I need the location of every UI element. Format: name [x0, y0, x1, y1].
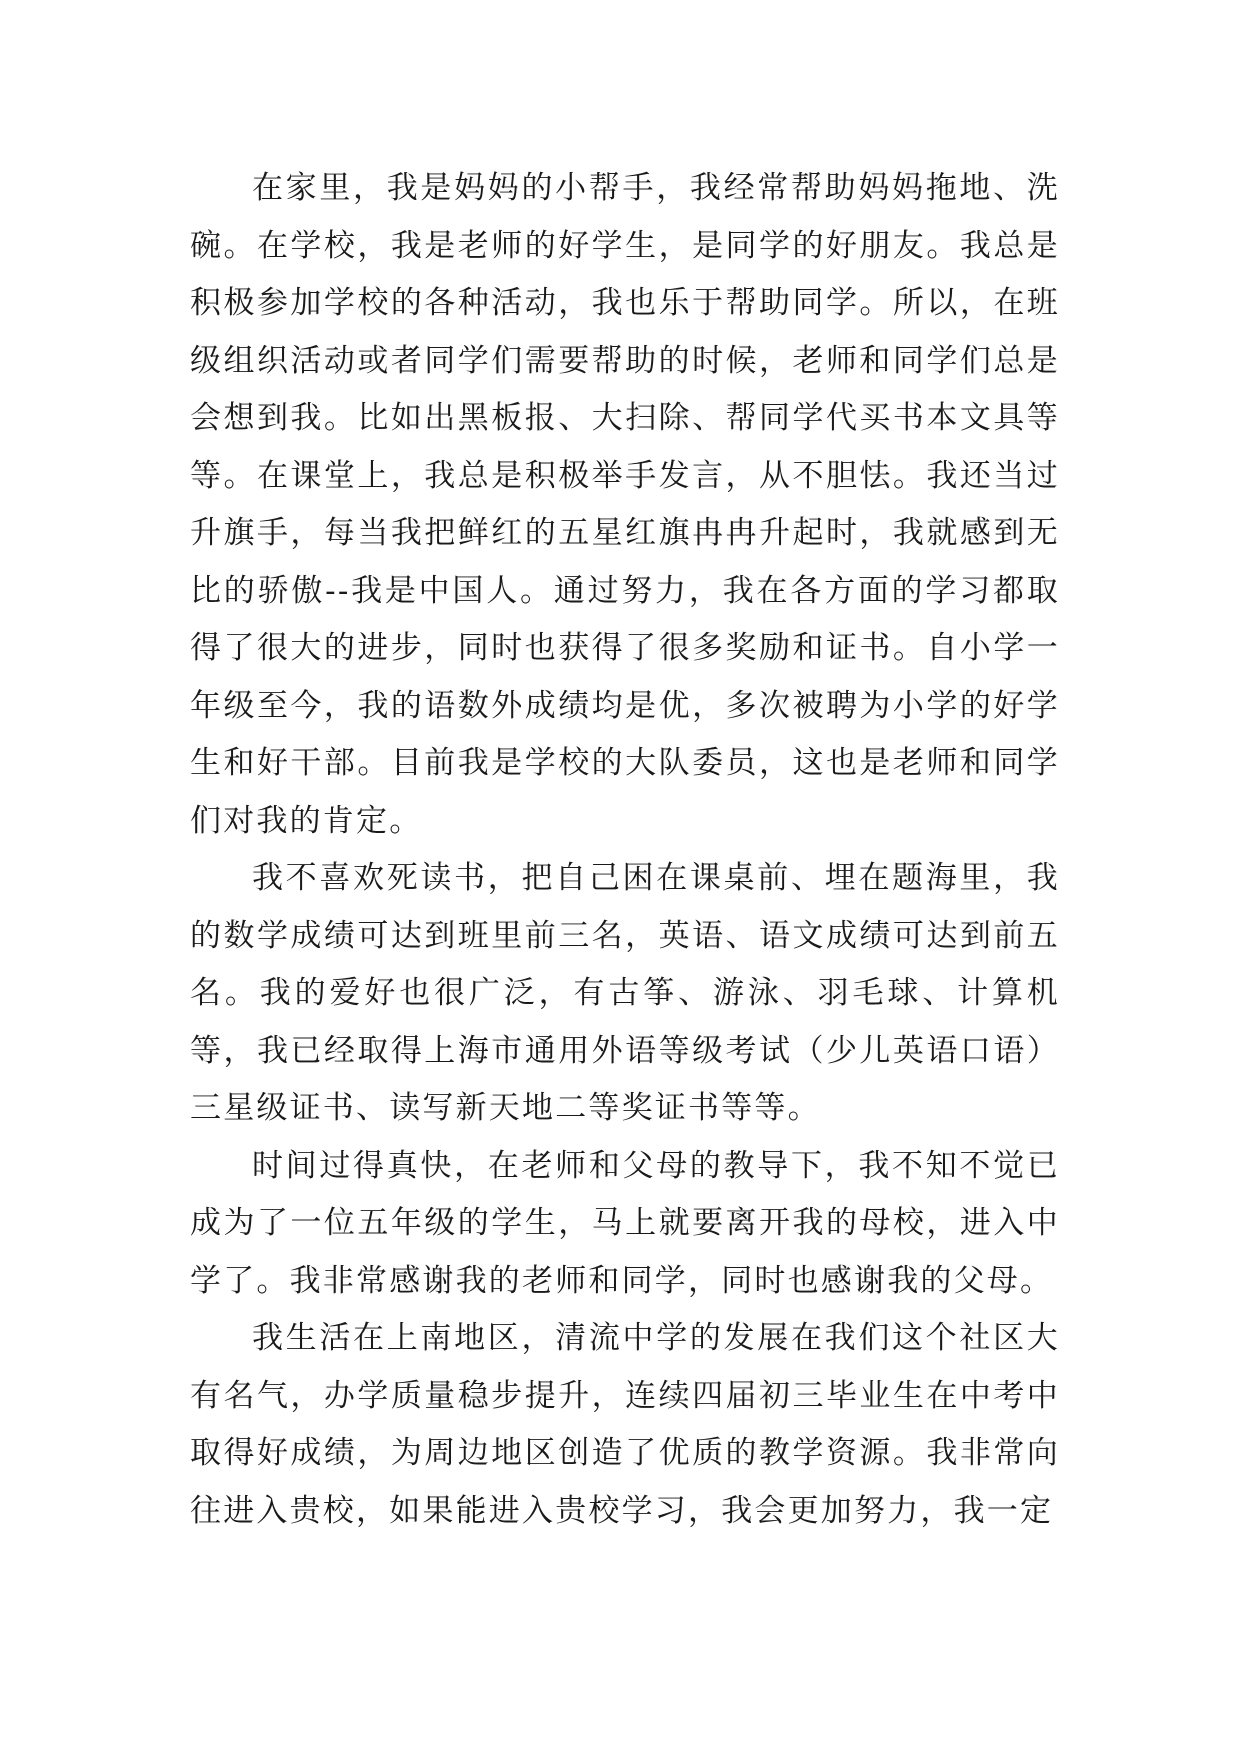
document-body — [190, 160, 1060, 1540]
paragraph-3: 时间过得真快，在老师和父母的教导下，我不知不觉已成为了一位五年级的学生，马上就要离开我的母校，进入中学了。我非常感谢我的老师和同学，同时也感谢我的父母。 — [190, 1147, 1060, 1299]
paragraph-1: 在家里，我是妈妈的小帮手，我经常帮助妈妈拖地、洗碗。在学校，我是老师的好学生，是同学的好朋友。我总是积极参加学校的各种活动，我也乐于帮助同学。所以，在班级组织活动或者同学们需要帮助的时候，老师和同学们总是会想到我。比如出黑板报、大扫除、帮同学代买书本文具等等。在课堂上，我总是积极举手发言，从不胆怯。我还当过升旗手，每当我把鲜红的五星红旗冉冉升起时，我就感到无比的骄傲--我是中国人。通过努力，我在各方面的学习都取得了很大的进步，同时也获得了很多奖励和证书。自小学一年级至今，我的语数外成绩均是优，多次被聘为小学的好学生和好干部。目前我是学校的大队委员，这也是老师和同学们对我的肯定。 — [190, 170, 1060, 839]
paragraph-4: 我生活在上南地区，清流中学的发展在我们这个社区大有名气，办学质量稳步提升，连续四届初三毕业生在中考中取得好成绩，为周边地区创造了优质的教学资源。我非常向往进入贵校，如果能进入贵校学习，我会更加努力，我一定 — [190, 1320, 1060, 1529]
paragraph-2: 我不喜欢死读书，把自己困在课桌前、埋在题海里，我的数学成绩可达到班里前三名，英语、语文成绩可达到前五名。我的爱好也很广泛，有古筝、游泳、羽毛球、计算机等，我已经取得上海市通用外语等级考试（少儿英语口语）三星级证书、读写新天地二等奖证书等等。 — [190, 860, 1060, 1126]
